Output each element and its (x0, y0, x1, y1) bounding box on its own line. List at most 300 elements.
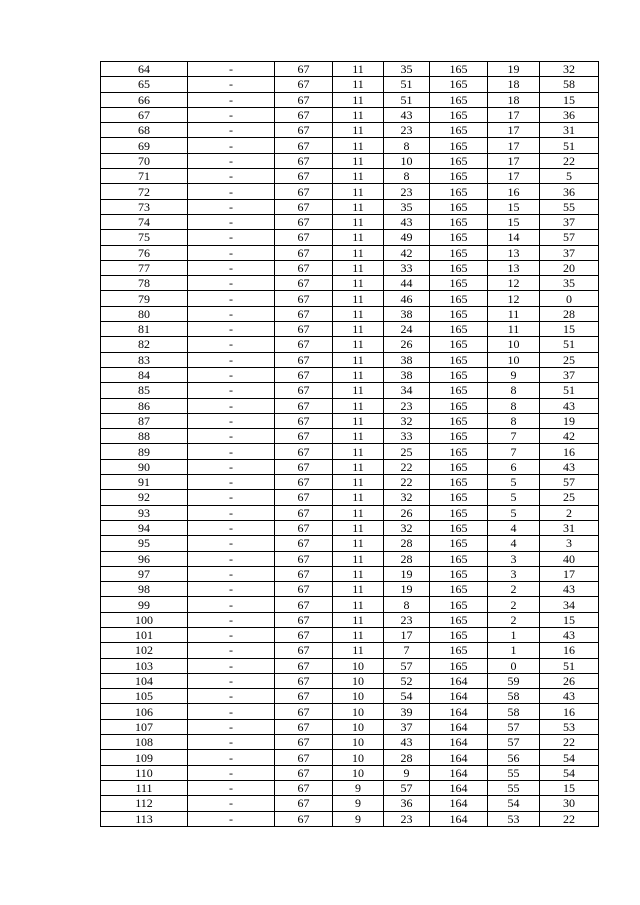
table-cell: - (188, 704, 275, 719)
table-row (101, 505, 599, 520)
table-row (101, 551, 599, 566)
table-cell: 67 (275, 780, 333, 795)
table-cell: - (188, 735, 275, 750)
table-cell: 112 (101, 796, 188, 811)
table-cell: 165 (430, 413, 488, 428)
table-cell: - (188, 92, 275, 107)
table-row (101, 153, 599, 168)
table-cell: 17 (384, 627, 430, 642)
table-cell: 67 (275, 199, 333, 214)
table-cell: 11 (333, 612, 384, 627)
table-cell: 11 (333, 566, 384, 581)
table-cell: 67 (275, 444, 333, 459)
table-cell: 57 (540, 230, 599, 245)
table-cell: 11 (488, 322, 540, 337)
table-cell: 23 (384, 123, 430, 138)
table-cell: 165 (430, 444, 488, 459)
table-cell: 86 (101, 398, 188, 413)
table-cell: 11 (333, 383, 384, 398)
table-cell: 67 (275, 276, 333, 291)
table-cell: 57 (488, 719, 540, 734)
table-row (101, 566, 599, 581)
table-cell: 25 (384, 444, 430, 459)
table-cell: 0 (540, 291, 599, 306)
table-row (101, 490, 599, 505)
table-cell: - (188, 214, 275, 229)
table-cell: 42 (384, 245, 430, 260)
table-cell: 165 (430, 643, 488, 658)
table-cell: 11 (333, 413, 384, 428)
table-cell: 8 (384, 138, 430, 153)
table-cell: 55 (488, 780, 540, 795)
table-cell: 43 (540, 582, 599, 597)
table-cell: 94 (101, 520, 188, 535)
table-cell: 67 (275, 551, 333, 566)
table-cell: 165 (430, 612, 488, 627)
table-cell: 23 (384, 398, 430, 413)
table-cell: 165 (430, 322, 488, 337)
table-row (101, 92, 599, 107)
table-cell: 165 (430, 398, 488, 413)
table-cell: - (188, 184, 275, 199)
table-cell: 51 (384, 92, 430, 107)
table-cell: 73 (101, 199, 188, 214)
table-cell: 11 (333, 490, 384, 505)
table-cell: 54 (540, 750, 599, 765)
table-cell: 40 (540, 551, 599, 566)
table-cell: 51 (540, 337, 599, 352)
table-cell: 43 (540, 459, 599, 474)
table-cell: 38 (384, 367, 430, 382)
table-cell: - (188, 107, 275, 122)
table-cell: 67 (275, 184, 333, 199)
table-cell: 89 (101, 444, 188, 459)
table-cell: 11 (488, 306, 540, 321)
table-row (101, 459, 599, 474)
table-row (101, 123, 599, 138)
table-cell: 67 (275, 352, 333, 367)
table-cell: 11 (333, 582, 384, 597)
table-cell: 96 (101, 551, 188, 566)
table-cell: 8 (384, 169, 430, 184)
table-cell: 164 (430, 704, 488, 719)
table-cell: 11 (333, 230, 384, 245)
table-cell: 164 (430, 735, 488, 750)
table-cell: 9 (384, 765, 430, 780)
table-cell: 3 (540, 536, 599, 551)
table-cell: 17 (488, 169, 540, 184)
table-cell: 15 (488, 214, 540, 229)
table-cell: 35 (540, 276, 599, 291)
table-cell: 10 (333, 765, 384, 780)
table-cell: 15 (540, 780, 599, 795)
table-cell: 16 (540, 643, 599, 658)
table-cell: 54 (488, 796, 540, 811)
table-cell: 5 (488, 475, 540, 490)
table-cell: 164 (430, 750, 488, 765)
table-cell: 108 (101, 735, 188, 750)
table-cell: 11 (333, 444, 384, 459)
table-cell: 19 (384, 566, 430, 581)
table-cell: 92 (101, 490, 188, 505)
table-cell: 54 (384, 689, 430, 704)
table-cell: 67 (275, 291, 333, 306)
table-cell: 67 (275, 673, 333, 688)
table-row (101, 520, 599, 535)
table-cell: 66 (101, 92, 188, 107)
table-cell: 11 (333, 77, 384, 92)
table-cell: 74 (101, 214, 188, 229)
table-cell: - (188, 780, 275, 795)
table-cell: 165 (430, 153, 488, 168)
table-cell: 67 (275, 719, 333, 734)
table-cell: 105 (101, 689, 188, 704)
table-cell: 56 (488, 750, 540, 765)
table-cell: 15 (488, 199, 540, 214)
table-cell: 7 (488, 429, 540, 444)
table-row (101, 429, 599, 444)
coordinate-table (100, 61, 599, 827)
table-cell: - (188, 138, 275, 153)
table-cell: 11 (333, 153, 384, 168)
table-row (101, 291, 599, 306)
table-cell: 46 (384, 291, 430, 306)
table-cell: 11 (333, 520, 384, 535)
table-cell: 11 (333, 505, 384, 520)
table-cell: 90 (101, 459, 188, 474)
table-cell: 95 (101, 536, 188, 551)
table-row (101, 765, 599, 780)
table-cell: 22 (384, 475, 430, 490)
table-cell: 67 (275, 643, 333, 658)
table-cell: - (188, 337, 275, 352)
table-row (101, 719, 599, 734)
table-cell: - (188, 689, 275, 704)
table-cell: 11 (333, 398, 384, 413)
table-row (101, 367, 599, 382)
table-cell: 67 (275, 367, 333, 382)
table-cell: 71 (101, 169, 188, 184)
table-cell: 67 (275, 153, 333, 168)
table-cell: - (188, 582, 275, 597)
table-cell: 16 (540, 444, 599, 459)
table-cell: - (188, 811, 275, 826)
table-cell: 10 (333, 689, 384, 704)
table-cell: 77 (101, 260, 188, 275)
table-cell: 165 (430, 475, 488, 490)
table-cell: - (188, 429, 275, 444)
table-cell: - (188, 719, 275, 734)
table-cell: - (188, 536, 275, 551)
table-cell: 11 (333, 107, 384, 122)
table-cell: 165 (430, 582, 488, 597)
table-cell: 165 (430, 352, 488, 367)
table-cell: - (188, 153, 275, 168)
table-cell: 7 (488, 444, 540, 459)
table-cell: 36 (384, 796, 430, 811)
table-cell: - (188, 627, 275, 642)
table-cell: 18 (488, 77, 540, 92)
table-cell: 10 (333, 704, 384, 719)
table-row (101, 735, 599, 750)
table-cell: 31 (540, 123, 599, 138)
table-cell: 11 (333, 123, 384, 138)
table-cell: 32 (384, 520, 430, 535)
table-cell: 9 (333, 796, 384, 811)
table-cell: 32 (384, 413, 430, 428)
table-cell: - (188, 352, 275, 367)
table-cell: 11 (333, 199, 384, 214)
table-cell: 58 (488, 689, 540, 704)
table-cell: 57 (488, 735, 540, 750)
table-row (101, 612, 599, 627)
table-cell: 15 (540, 612, 599, 627)
table-cell: 1 (488, 643, 540, 658)
table-cell: 28 (540, 306, 599, 321)
table-cell: 11 (333, 291, 384, 306)
table-cell: 44 (384, 276, 430, 291)
table-cell: - (188, 398, 275, 413)
table-cell: 5 (540, 169, 599, 184)
table-cell: 19 (488, 62, 540, 77)
table-cell: 67 (275, 77, 333, 92)
table-cell: 165 (430, 107, 488, 122)
table-cell: 164 (430, 796, 488, 811)
table-cell: 34 (540, 597, 599, 612)
table-row (101, 689, 599, 704)
table-cell: 26 (540, 673, 599, 688)
table-cell: - (188, 276, 275, 291)
table-cell: 11 (333, 138, 384, 153)
table-row (101, 77, 599, 92)
table-cell: 80 (101, 306, 188, 321)
table-cell: 164 (430, 765, 488, 780)
table-cell: 2 (540, 505, 599, 520)
table-cell: 9 (333, 811, 384, 826)
table-cell: - (188, 245, 275, 260)
table-cell: 67 (275, 505, 333, 520)
table-cell: 11 (333, 184, 384, 199)
table-cell: 67 (275, 92, 333, 107)
table-cell: 11 (333, 627, 384, 642)
table-cell: 43 (384, 107, 430, 122)
table-cell: 67 (275, 398, 333, 413)
table-cell: - (188, 750, 275, 765)
table-cell: 67 (275, 597, 333, 612)
table-cell: 55 (540, 199, 599, 214)
table-cell: 10 (488, 337, 540, 352)
table-cell: 106 (101, 704, 188, 719)
table-cell: 165 (430, 367, 488, 382)
table-cell: - (188, 77, 275, 92)
table-cell: 6 (488, 459, 540, 474)
table-cell: 32 (540, 62, 599, 77)
table-cell: 87 (101, 413, 188, 428)
table-cell: 51 (384, 77, 430, 92)
table-cell: 18 (488, 92, 540, 107)
table-cell: - (188, 505, 275, 520)
table-cell: 103 (101, 658, 188, 673)
table-cell: 83 (101, 352, 188, 367)
table-cell: 164 (430, 689, 488, 704)
table-cell: 165 (430, 306, 488, 321)
table-row (101, 107, 599, 122)
table-cell: 165 (430, 337, 488, 352)
table-cell: 11 (333, 62, 384, 77)
table-cell: 25 (540, 490, 599, 505)
table-cell: 58 (488, 704, 540, 719)
table-cell: 11 (333, 475, 384, 490)
table-cell: 11 (333, 260, 384, 275)
table-cell: - (188, 230, 275, 245)
table-row (101, 444, 599, 459)
table-cell: 34 (384, 383, 430, 398)
table-row (101, 811, 599, 826)
table-cell: 30 (540, 796, 599, 811)
table-cell: 67 (275, 582, 333, 597)
table-cell: - (188, 322, 275, 337)
table-cell: 75 (101, 230, 188, 245)
table-cell: 2 (488, 582, 540, 597)
table-cell: 67 (275, 306, 333, 321)
table-cell: 32 (384, 490, 430, 505)
table-cell: 39 (384, 704, 430, 719)
table-cell: - (188, 765, 275, 780)
table-cell: 35 (384, 62, 430, 77)
table-cell: 67 (275, 230, 333, 245)
table-cell: - (188, 490, 275, 505)
table-cell: 26 (384, 337, 430, 352)
table-cell: 67 (275, 214, 333, 229)
table-cell: 37 (540, 367, 599, 382)
table-cell: - (188, 551, 275, 566)
table-cell: 67 (275, 490, 333, 505)
table-cell: 165 (430, 490, 488, 505)
table-cell: 67 (275, 62, 333, 77)
table-cell: 165 (430, 291, 488, 306)
table-cell: 43 (540, 689, 599, 704)
table-cell: - (188, 459, 275, 474)
table-cell: 2 (488, 597, 540, 612)
table-cell: 165 (430, 658, 488, 673)
table-cell: 70 (101, 153, 188, 168)
table-cell: 165 (430, 597, 488, 612)
table-cell: 2 (488, 612, 540, 627)
table-cell: 11 (333, 536, 384, 551)
table-cell: 10 (333, 673, 384, 688)
table-cell: 165 (430, 184, 488, 199)
table-cell: 85 (101, 383, 188, 398)
table-cell: 67 (275, 337, 333, 352)
table-cell: 67 (275, 750, 333, 765)
table-cell: - (188, 597, 275, 612)
table-cell: 165 (430, 245, 488, 260)
table-cell: 11 (333, 169, 384, 184)
table-row (101, 184, 599, 199)
table-cell: 64 (101, 62, 188, 77)
table-row (101, 704, 599, 719)
table-cell: 22 (540, 735, 599, 750)
table-cell: 104 (101, 673, 188, 688)
table-cell: 110 (101, 765, 188, 780)
table-cell: 15 (540, 92, 599, 107)
table-cell: 22 (540, 153, 599, 168)
table-row (101, 658, 599, 673)
table-cell: 67 (275, 735, 333, 750)
table-cell: 10 (384, 153, 430, 168)
table-cell: 164 (430, 780, 488, 795)
table-cell: 10 (333, 719, 384, 734)
table-row (101, 627, 599, 642)
table-cell: 4 (488, 536, 540, 551)
table-cell: 1 (488, 627, 540, 642)
table-cell: 67 (275, 765, 333, 780)
table-cell: 68 (101, 123, 188, 138)
table-cell: 17 (488, 107, 540, 122)
table-cell: 16 (540, 704, 599, 719)
table-cell: 0 (488, 658, 540, 673)
table-cell: 24 (384, 322, 430, 337)
table-cell: 67 (275, 459, 333, 474)
table-cell: 165 (430, 169, 488, 184)
table-row (101, 398, 599, 413)
table-cell: 51 (540, 658, 599, 673)
table-cell: 82 (101, 337, 188, 352)
table-cell: 3 (488, 551, 540, 566)
table-cell: 91 (101, 475, 188, 490)
table-row (101, 475, 599, 490)
table-cell: 10 (333, 750, 384, 765)
table-cell: 101 (101, 627, 188, 642)
table-cell: 54 (540, 765, 599, 780)
table-cell: - (188, 612, 275, 627)
table-cell: 67 (275, 520, 333, 535)
table-cell: 165 (430, 230, 488, 245)
table-cell: 8 (488, 398, 540, 413)
table-cell: 58 (540, 77, 599, 92)
table-cell: 8 (488, 413, 540, 428)
table-cell: 165 (430, 62, 488, 77)
table-cell: 84 (101, 367, 188, 382)
table-cell: 165 (430, 138, 488, 153)
table-row (101, 352, 599, 367)
table-cell: 67 (275, 123, 333, 138)
table-cell: 165 (430, 199, 488, 214)
table-row (101, 597, 599, 612)
table-row (101, 780, 599, 795)
table-cell: 8 (488, 383, 540, 398)
table-cell: - (188, 367, 275, 382)
table-cell: 36 (540, 107, 599, 122)
table-cell: 10 (488, 352, 540, 367)
table-cell: 33 (384, 260, 430, 275)
table-cell: 102 (101, 643, 188, 658)
table-row (101, 306, 599, 321)
table-cell: 67 (275, 260, 333, 275)
table-cell: 165 (430, 459, 488, 474)
table-cell: 10 (333, 735, 384, 750)
table-cell: 42 (540, 429, 599, 444)
table-cell: 25 (540, 352, 599, 367)
table-cell: 11 (333, 597, 384, 612)
table-cell: 55 (488, 765, 540, 780)
table-cell: - (188, 566, 275, 581)
table-row (101, 673, 599, 688)
table-cell: 109 (101, 750, 188, 765)
table-cell: 81 (101, 322, 188, 337)
table-row (101, 750, 599, 765)
table-row (101, 62, 599, 77)
